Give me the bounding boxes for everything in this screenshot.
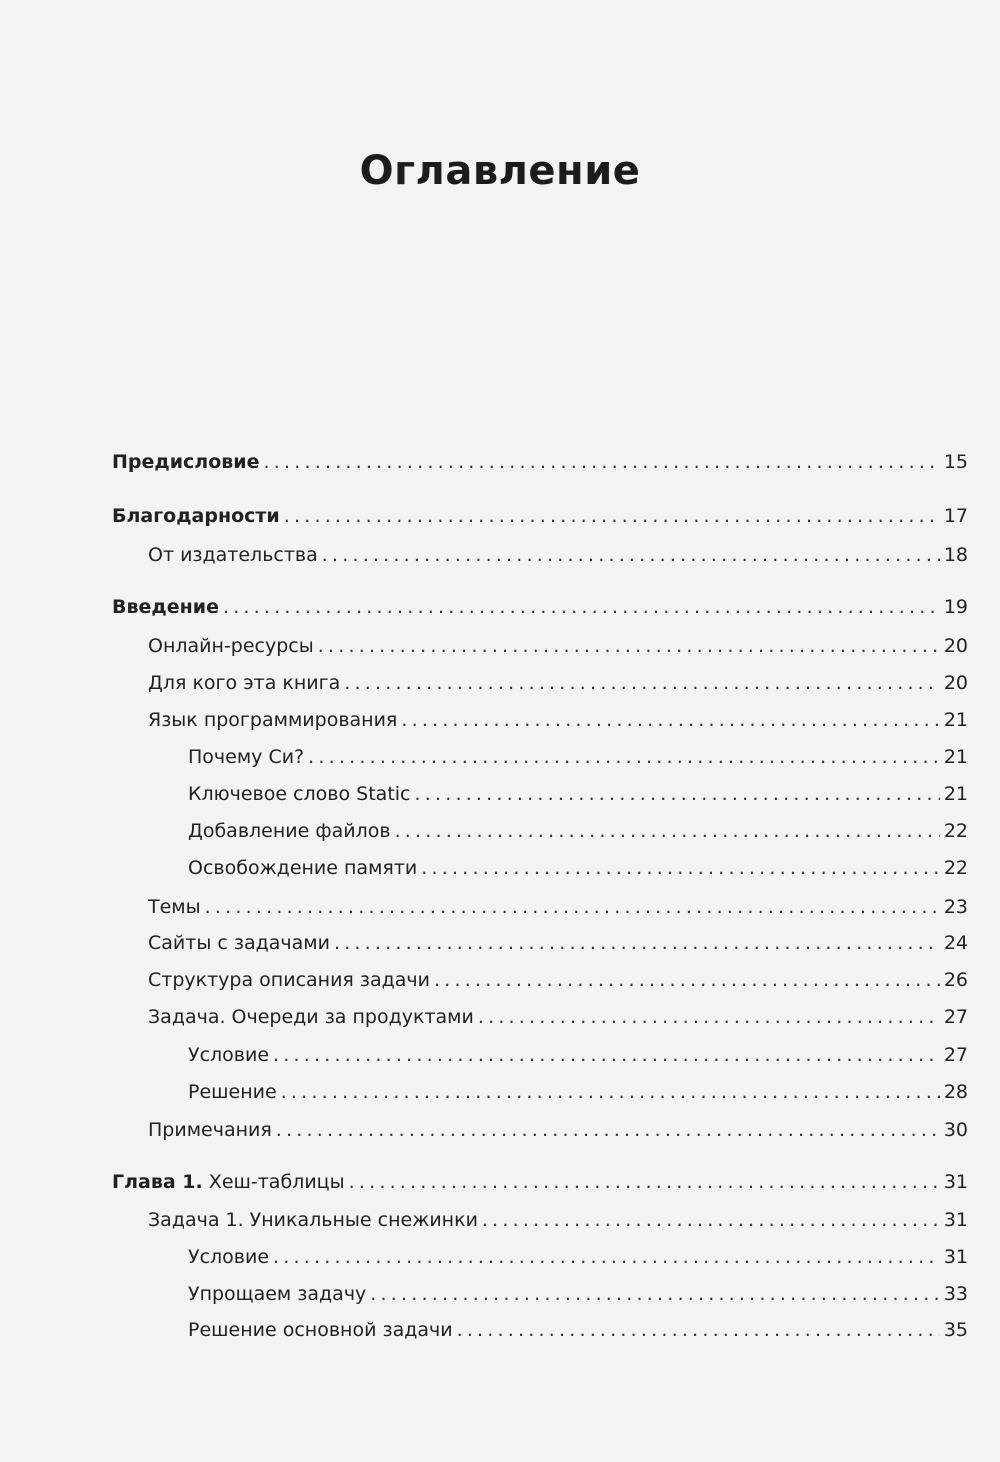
toc-entry-page: 20 [943,672,968,694]
leader-dots [349,1168,940,1196]
toc-entry[interactable] [188,743,968,771]
leader-dots [421,854,940,882]
toc-entry[interactable] [148,1116,968,1144]
toc-entry-label: Структура описания задачи [148,969,430,991]
toc-entry[interactable] [188,780,968,808]
toc-entry[interactable] [112,593,968,621]
leader-dots [478,1003,940,1031]
toc-entry[interactable] [148,929,968,957]
toc-entry[interactable] [148,706,968,734]
toc-entry-page: 19 [943,596,968,618]
toc-entry-label: Язык программирования [148,709,398,731]
toc-entry-label: Примечания [148,1119,272,1141]
toc-entry-page: 22 [943,820,968,842]
chapter-prefix: Глава 1. [112,1171,203,1193]
toc-entry-label: От издательства [148,544,318,566]
toc-entry[interactable] [148,1003,968,1031]
toc-entry-page: 31 [943,1171,968,1193]
leader-dots [281,1078,940,1106]
page-title: Оглавление [359,148,641,194]
leader-dots [276,1116,940,1144]
leader-dots [370,1280,940,1308]
toc-entry-label: Благодарности [112,505,280,527]
leader-dots [308,743,940,771]
toc-entry-page: 17 [943,505,968,527]
toc-entry-label: Добавление файлов [188,820,391,842]
toc-entry-page: 33 [943,1283,968,1305]
toc-entry[interactable] [112,448,968,476]
toc-entry-label: Темы [148,896,201,918]
toc-entry-label: Для кого эта книга [148,672,341,694]
leader-dots [318,632,940,660]
toc-entry-label: Условие [188,1246,270,1268]
leader-dots [395,817,940,845]
toc-entry-label: Условие [188,1044,270,1066]
toc-entry-label: Предисловие [112,451,260,473]
toc-entry-page: 30 [943,1119,968,1141]
toc-entry[interactable] [188,817,968,845]
toc-entry[interactable] [188,1078,968,1106]
toc-entry-label [112,1168,349,1196]
leader-dots [223,593,940,621]
toc-entry-page: 23 [943,896,968,918]
toc-entry-page: 28 [943,1081,968,1103]
toc-entry-label: Почему Си? [188,746,305,768]
toc-entry[interactable] [148,541,968,569]
toc-entry[interactable] [148,966,968,994]
toc-entry[interactable] [148,893,968,921]
leader-dots [457,1316,940,1344]
leader-dots [401,706,940,734]
chapter-title: Хеш-таблицы [208,1171,345,1193]
toc-entry-page: 21 [943,783,968,805]
toc-entry-page: 24 [943,932,968,954]
leader-dots [434,966,940,994]
toc-entry-page: 20 [943,635,968,657]
toc-entry-label: Введение [112,596,219,618]
leader-dots [334,929,940,957]
toc-entry-page: 27 [943,1006,968,1028]
toc-entry-page: 31 [943,1209,968,1231]
toc-entry-label: Сайты с задачами [148,932,330,954]
toc-entry-page: 26 [943,969,968,991]
toc-entry[interactable] [112,1168,968,1196]
toc-entry-page: 22 [943,857,968,879]
toc-entry-page: 31 [943,1246,968,1268]
toc-entry-label: Задача. Очереди за продуктами [148,1006,474,1028]
toc-entry-label: Освобождение памяти [188,857,418,879]
toc-entry[interactable] [148,1206,968,1234]
leader-dots [264,448,940,476]
toc-entry[interactable] [188,1280,968,1308]
toc-entry[interactable] [188,1243,968,1271]
toc-entry[interactable] [188,1041,968,1069]
leader-dots [273,1041,940,1069]
toc-entry-label: Упрощаем задачу [188,1283,367,1305]
leader-dots [322,541,940,569]
toc-entry-label: Ключевое слово Static [188,783,411,805]
toc-entry-page: 27 [943,1044,968,1066]
toc-entry-page: 18 [943,544,968,566]
toc-entry[interactable] [148,632,968,660]
toc-entry[interactable] [148,669,968,697]
toc-entry-label: Задача 1. Уникальные снежинки [148,1209,478,1231]
toc-entry-page: 21 [943,746,968,768]
toc-entry[interactable] [112,502,968,530]
toc-entry-label: Онлайн-ресурсы [148,635,314,657]
leader-dots [273,1243,940,1271]
toc-entry-page: 21 [943,709,968,731]
toc-entry-page: 15 [943,451,968,473]
leader-dots [344,669,940,697]
leader-dots [284,502,940,530]
toc-entry[interactable] [188,1316,968,1344]
leader-dots [205,893,940,921]
toc-entry-label: Решение основной задачи [188,1319,453,1341]
leader-dots [415,780,941,808]
leader-dots [482,1206,940,1234]
toc-entry-label: Решение [188,1081,277,1103]
toc-entry[interactable] [188,854,968,882]
toc-entry-page: 35 [943,1319,968,1341]
